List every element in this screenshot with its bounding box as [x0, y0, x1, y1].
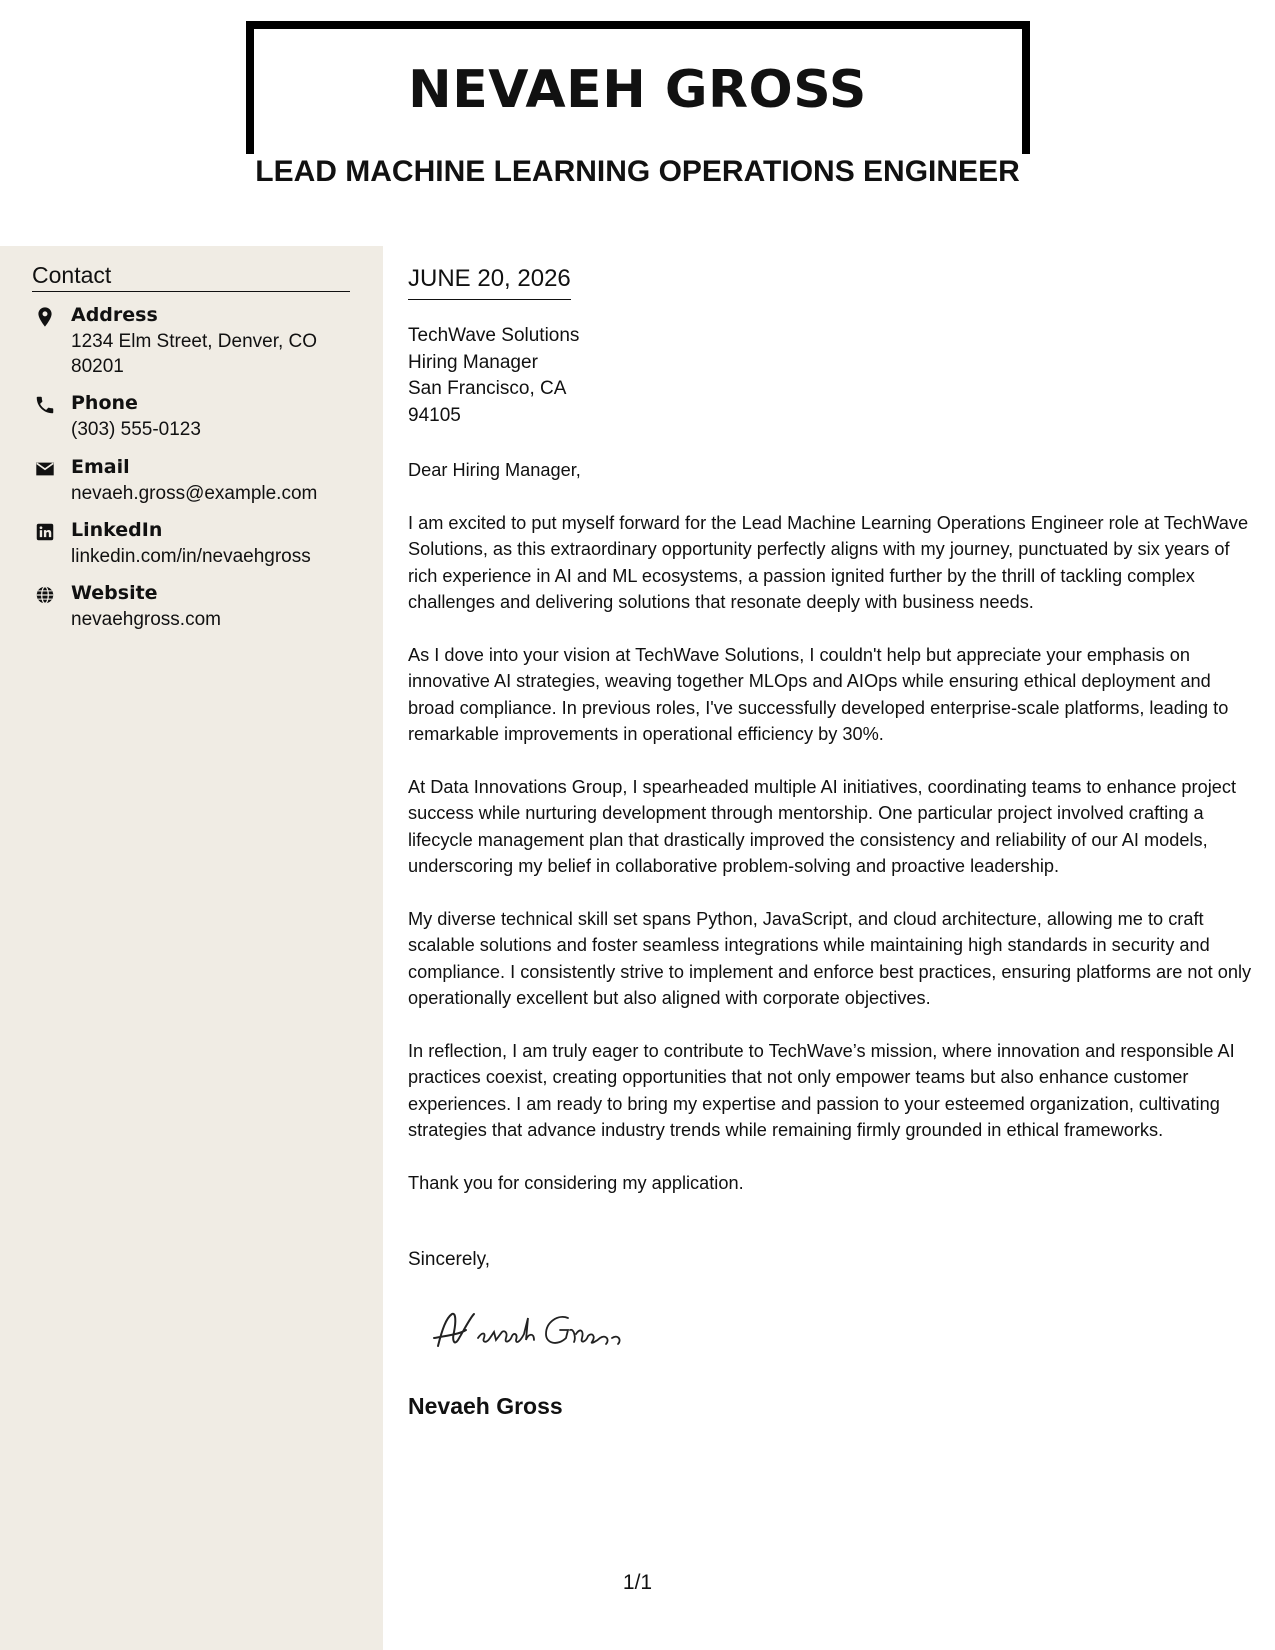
job-title: LEAD MACHINE LEARNING OPERATIONS ENGINEER — [255, 155, 1020, 188]
contact-label: Phone — [71, 392, 138, 414]
letter-date: JUNE 20, 2026 — [408, 265, 571, 300]
contact-label: Address — [71, 304, 158, 326]
paragraph: My diverse technical skill set spans Python, JavaScript, and cloud architecture, allowing me to craft scalable solutions and foster seamless integrations while maintaining high standards in security and compliance. I consistently strive to implement and enforce best practices, ensuring platforms are not only operationally excellent but also aligned with corporate objectives. — [408, 908, 1252, 1008]
signature-image — [430, 1300, 650, 1360]
globe-icon — [34, 584, 56, 606]
applicant-name: NEVAEH GROSS — [408, 60, 867, 120]
signer-name: Nevaeh Gross — [408, 1393, 563, 1419]
contact-value: 1234 Elm Street, Denver, CO 80201 — [71, 331, 318, 377]
contact-label: Website — [71, 582, 158, 604]
paragraph: Thank you for considering my application. — [408, 1172, 744, 1193]
map-pin-icon — [34, 306, 56, 328]
contact-label: Email — [71, 456, 130, 478]
closing: Sincerely, — [408, 1249, 491, 1270]
page-number: 1/1 — [622, 1571, 653, 1594]
recipient-city: San Francisco, CA — [408, 378, 567, 399]
letter-body — [408, 457, 1253, 1222]
linkedin-icon — [34, 521, 56, 543]
contact-value: linkedin.com/in/nevaehgross — [71, 546, 311, 567]
paragraph: I am excited to put myself forward for the Lead Machine Learning Operations Engineer role at TechWave Solutions, as this extraordinary opportunity perfectly aligns with my journey, punctuated by six years of rich experience in AI and ML ecosystems, a passion ignited further by the thrill of tackling complex challenges and delivering solutions that resonate deeply with business needs. — [408, 512, 1249, 612]
contact-value: nevaeh.gross@example.com — [71, 483, 318, 504]
contact-value: (303) 555-0123 — [71, 419, 201, 440]
paragraph: At Data Innovations Group, I spearheaded multiple AI initiatives, coordinating teams to enhance project success while nurturing development through mentorship. One particular project involved crafting a lifecycle management plan that drastically improved the consistency and reliability of our AI models, underscoring my belief in collaborative problem-solving and proactive leadership. — [408, 776, 1237, 876]
paragraph: In reflection, I am truly eager to contribute to TechWave’s mission, where innovation and responsible AI practices coexist, creating opportunities that not only empower teams but also enhance customer experiences. I am ready to bring my expertise and passion to your esteemed organization, cultivating strategies that advance industry trends while remaining firmly grounded in ethical frameworks. — [408, 1040, 1235, 1140]
contact-heading: Contact — [32, 262, 350, 292]
salutation: Dear Hiring Manager, — [408, 460, 581, 480]
recipient-title: Hiring Manager — [408, 351, 538, 373]
contact-value: nevaehgross.com — [71, 609, 221, 630]
paragraph: As I dove into your vision at TechWave Solutions, I couldn't help but appreciate your emphasis on innovative AI strategies, weaving together MLOps and AIOps while ensuring ethical deployment and broad compliance. In previous roles, I've successfully developed enterprise-scale platforms, leading to remarkable improvements in operational efficiency by 30%. — [408, 644, 1229, 744]
contact-label: LinkedIn — [71, 519, 163, 541]
recipient-zip: 94105 — [408, 404, 461, 426]
recipient-block — [408, 323, 579, 429]
envelope-icon — [34, 458, 56, 480]
phone-icon — [34, 394, 56, 416]
contact-sidebar — [0, 246, 383, 1650]
recipient-company: TechWave Solutions — [408, 325, 580, 346]
